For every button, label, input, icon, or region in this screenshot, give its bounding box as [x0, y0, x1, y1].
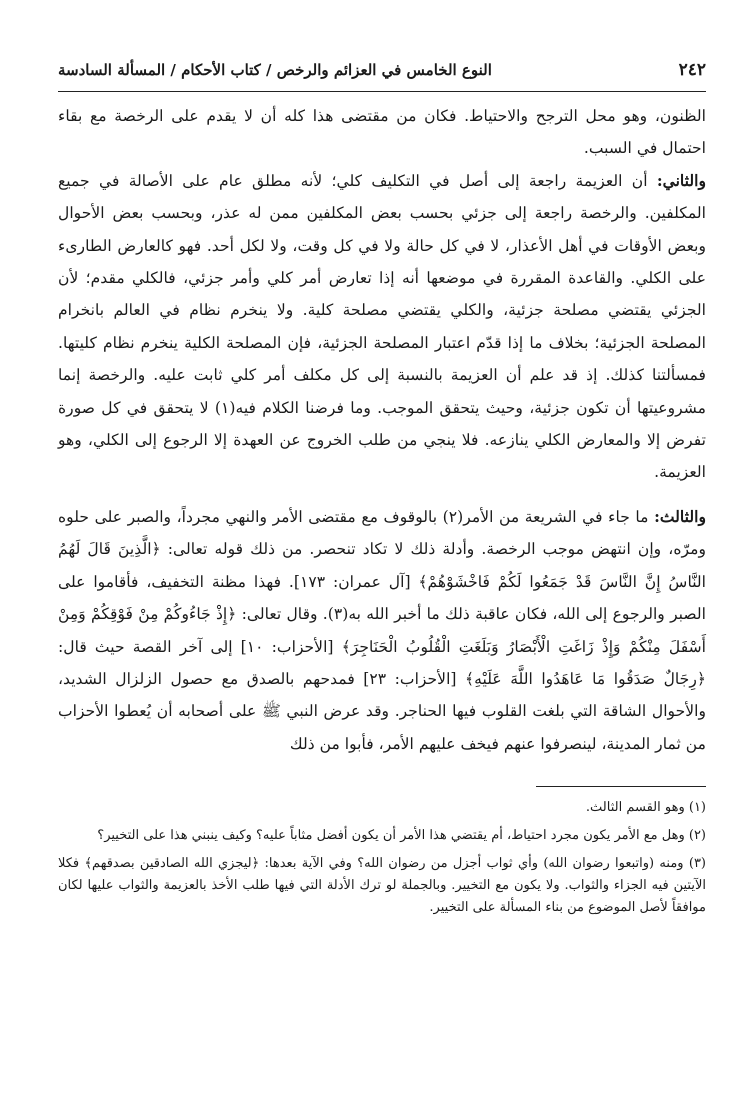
book-page: [58, 60, 706, 1070]
page-number: ٢٤٢: [678, 60, 706, 80]
paragraph-2-text: أن العزيمة راجعة إلى أصل في التكليف كلي؛ لأنه مطلق عام على الأصالة في جميع المكلفين. والرخصة راجعة إلى جزئي بحسب بعض المكلفين ممن له عذر، وبحسب بعض الأحوال وبعض الأوقات في أهل الأعذار، لا في كل حالة ولا في كل وقت، ولا لكل أحد. فهو كالعارض الطارىء على الكلي. والقاعدة المقررة في موضعها أنه إذا تعارض أمر كلي وأمر جزئي، فالكلي مقدم؛ لأن الجزئي يقتضي مصلحة جزئية، والكلي يقتضي مصلحة كلية. ولا ينخرم نظام في العالم بانخرام المصلحة الجزئية؛ بخلاف ما إذا قدّم اعتبار المصلحة الجزئية، فإن المصلحة الكلية ينخرم نظام كليتها. فمسألتنا كذلك. إذ قد علم أن العزيمة بالنسبة إلى كل مكلف أمر كلي ثابت عليه. والرخصة إنما مشروعيتها أن تكون جزئية، وحيث يتحقق الموجب. وما فرضنا الكلام فيه(١) لا يتحقق في كل صورة تفرض إلا والمعارض الكلي ينازعه. فلا ينجي من طلب الخروج عن العهدة إلا الرجوع إلى الكلي، وهو العزيمة.: [58, 171, 706, 482]
paragraph-3-lead: والثالث:: [654, 506, 706, 526]
paragraph-2-lead: والثاني:: [656, 170, 706, 190]
footnotes: [58, 797, 706, 919]
paragraph-3-text: ما جاء في الشريعة من الأمر(٢) بالوقوف مع مقتضى الأمر والنهي مجرداً، والصبر على حلوه ومرّه، وإن انتهض موجب الرخصة. وأدلة ذلك لا تكاد تنحصر. من ذلك قوله تعالى: ﴿الَّذِينَ قَالَ لَهُمُ النَّاسُ إِنَّ النَّاسَ قَدْ جَمَعُوا لَكُمْ فَاخْشَوْهُمْ﴾ [آل عمران: ١٧٣]. فهذا مظنة التخفيف، فأقاموا على الصبر والرجوع إلى الله، فكان عاقبة ذلك ما أخبر الله به(٣). وقال تعالى: ﴿إِذْ جَاءُوكُمْ مِنْ فَوْقِكُمْ وَمِنْ أَسْفَلَ مِنْكُمْ وَإِذْ زَاغَتِ الْأَبْصَارُ وَبَلَغَتِ الْقُلُوبُ الْحَنَاجِرَ﴾ [الأحزاب: ١٠] إلى آخر القصة حيث قال: ﴿رِجَالٌ صَدَقُوا مَا عَاهَدُوا اللَّهَ عَلَيْهِ﴾ [الأحزاب: ٢٣] فمدحهم بالصدق مع حصول الزلزال الشديد، والأحوال الشاقة التي بلغت القلوب فيها الحناجر. وقد عرض النبي ﷺ على أصحابه أن يُعطوا الأحزاب من ثمار المدينة، لينصرفوا عنهم فيخف عليهم الأمر، فأبوا من ذلك: [58, 507, 707, 753]
paragraph-1: الظنون، وهو محل الترجح والاحتياط. فكان من مقتضى هذا كله أن لا يقدم على الرخصة مع بقاء احتمال في السبب.: [58, 107, 706, 158]
footnote-separator: [536, 786, 706, 787]
footnote-2: (٢) وهل مع الأمر يكون مجرد احتياط، أم يقتضي هذا الأمر أن يكون أفضل مثاباً عليه؟ وكيف ينبني هذا على التخيير؟: [97, 828, 706, 844]
footnote-3: (٣) ومنه (واتبعوا رضوان الله) وأي ثواب أجزل من رضوان الله؟ وفي الآية بعدها: ﴿ليجزي الله الصادقين بصدقهم﴾ فكلا الآيتين فيه الجزاء والثواب. ولا يكون مع التخيير. وبالجملة لو ترك الأدلة التي فيها طلب الأخذ بالعزيمة والثواب عليها لكان موافقاً لأصل الموضوع من بناء المسألة على التخيير.: [58, 856, 706, 916]
paragraph-3: [58, 501, 706, 760]
footnote-1: (١) وهو القسم الثالث.: [585, 800, 706, 816]
paragraph-2: [58, 165, 706, 489]
main-text: [58, 100, 706, 760]
running-title: النوع الخامس في العزائم والرخص / كتاب الأحكام / المسألة السادسة: [58, 61, 492, 79]
page-header: [58, 60, 706, 92]
